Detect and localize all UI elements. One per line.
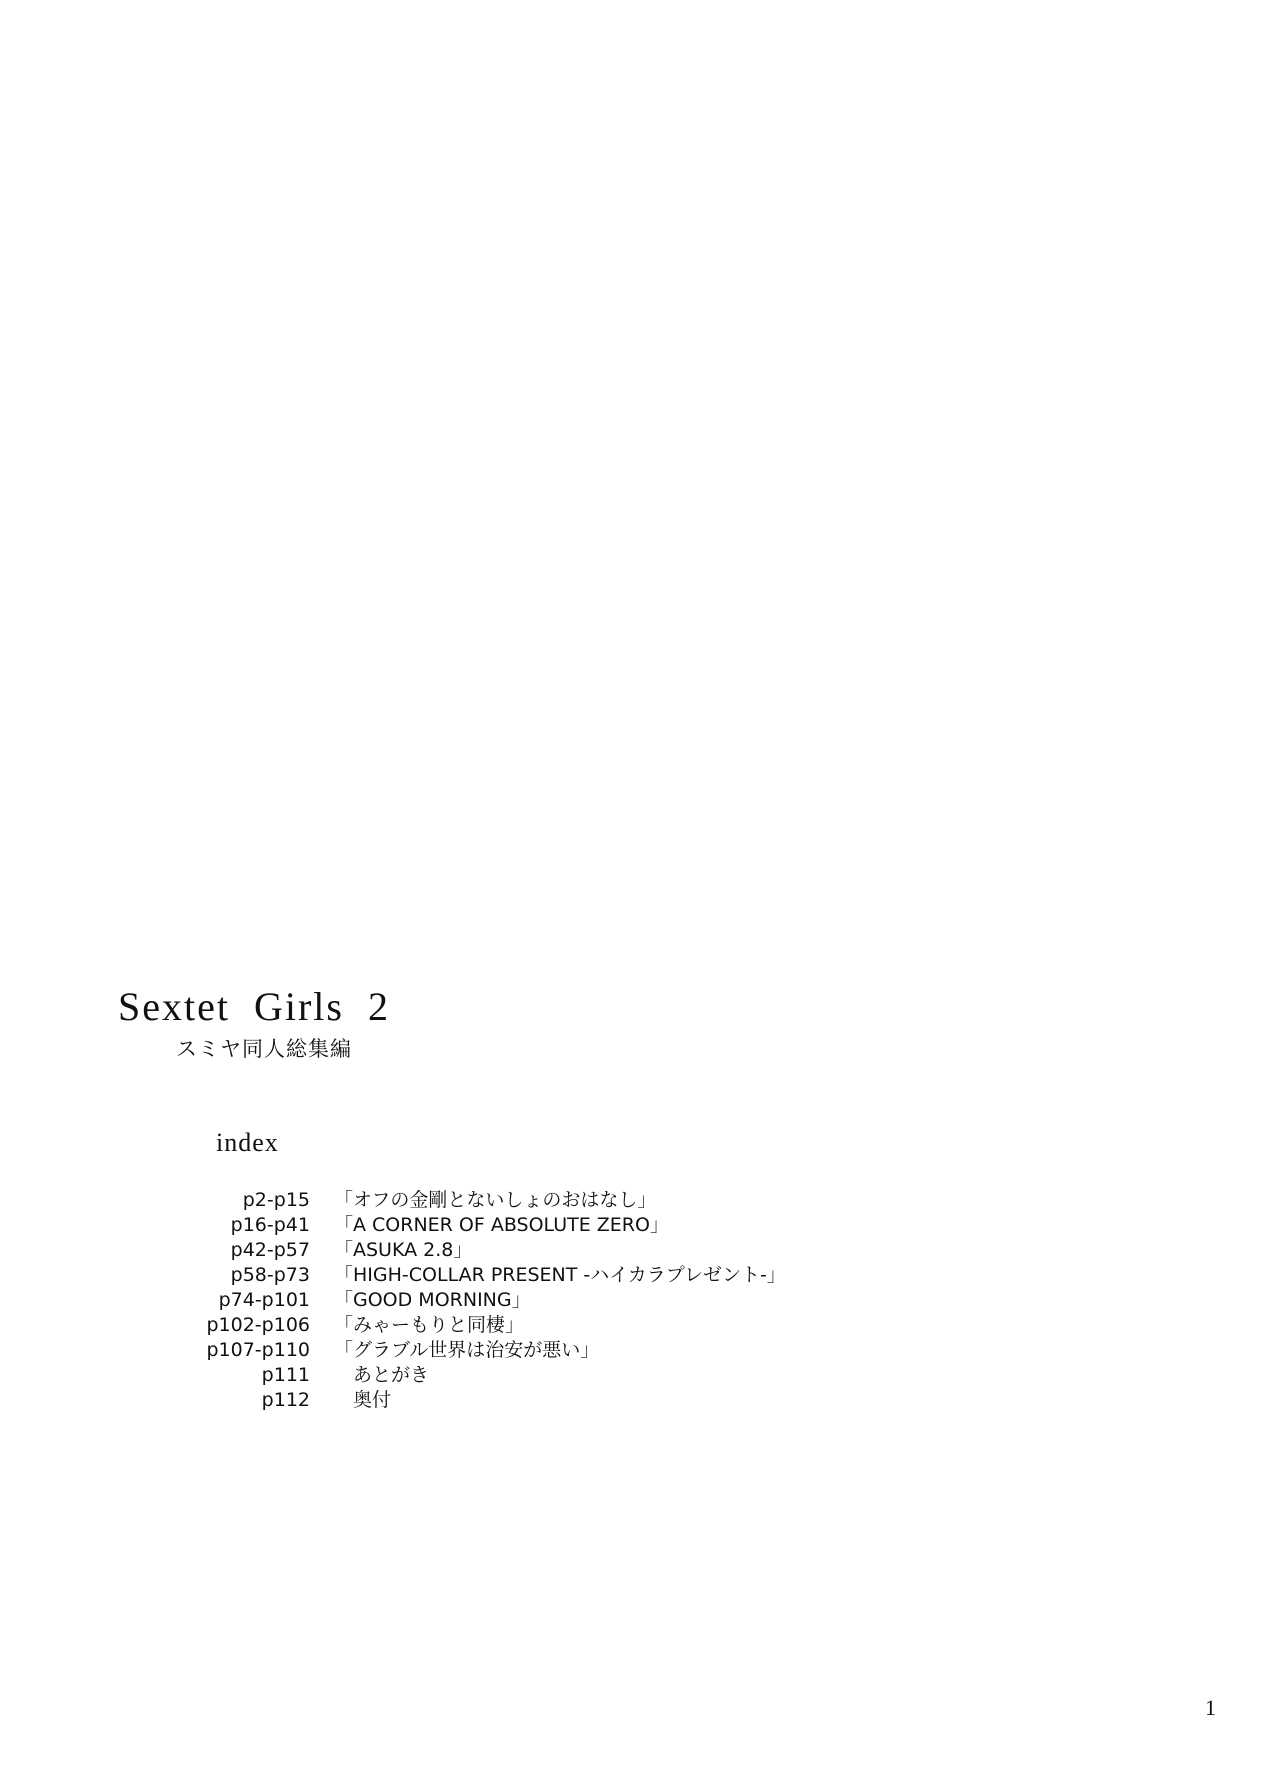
index-heading: index: [216, 1128, 279, 1157]
table-row: [120, 1363, 786, 1388]
index-label: 「グラブル世界は治安が悪い」: [334, 1339, 600, 1361]
table-row: [120, 1188, 786, 1213]
index-range: p102-p106: [206, 1314, 310, 1336]
title-block: [118, 985, 818, 1063]
table-row: [120, 1288, 786, 1313]
table-row: [120, 1313, 786, 1338]
table-row: [120, 1263, 786, 1288]
table-row: [120, 1388, 786, 1413]
index-range: p111: [261, 1364, 310, 1386]
index-table-body: [120, 1188, 786, 1413]
index-table: [120, 1188, 786, 1413]
index-label: 「オフの金剛とないしょのおはなし」: [334, 1189, 657, 1211]
page-title: Sextet Girls 2: [118, 984, 390, 1029]
index-range: p74-p101: [218, 1289, 310, 1311]
index-label: 奥付: [334, 1389, 392, 1411]
page-subtitle: スミヤ同人総集編: [176, 1037, 352, 1061]
index-label: 「GOOD MORNING」: [334, 1289, 531, 1311]
table-row: [120, 1338, 786, 1363]
page-number: 1: [1205, 1695, 1216, 1720]
index-range: p107-p110: [206, 1339, 310, 1361]
table-row: [120, 1213, 786, 1238]
index-label: 「みゃーもりと同棲」: [334, 1314, 525, 1336]
index-range: p112: [261, 1389, 310, 1411]
index-label: 「A CORNER OF ABSOLUTE ZERO」: [334, 1214, 669, 1236]
index-range: p58-p73: [230, 1264, 310, 1286]
index-label: 「HIGH-COLLAR PRESENT -ハイカラプレゼント-」: [334, 1264, 786, 1286]
index-range: p42-p57: [230, 1239, 310, 1261]
table-row: [120, 1238, 786, 1263]
index-label: あとがき: [334, 1364, 430, 1386]
index-label: 「ASUKA 2.8」: [334, 1239, 473, 1261]
index-range: p2-p15: [242, 1189, 310, 1211]
index-range: p16-p41: [230, 1214, 310, 1236]
